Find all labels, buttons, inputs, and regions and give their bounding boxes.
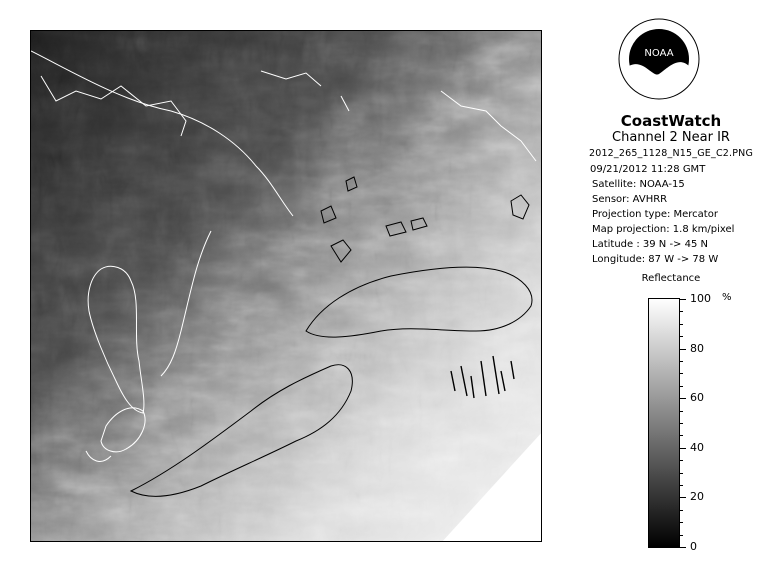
colorbar-minor-tick — [680, 510, 683, 511]
colorbar-tick — [680, 547, 686, 548]
colorbar-minor-tick — [680, 423, 683, 424]
colorbar-minor-tick — [680, 435, 683, 436]
colorbar-tick-label: 0 — [690, 540, 697, 553]
colorbar-minor-tick — [680, 324, 683, 325]
satellite-label: Satellite: NOAA-15 — [592, 179, 685, 190]
colorbar-minor-tick — [680, 460, 683, 461]
colorbar-minor-tick — [680, 361, 683, 362]
colorbar-minor-tick — [680, 535, 683, 536]
colorbar-minor-tick — [680, 311, 683, 312]
filename-label: 2012_265_1128_N15_GE_C2.PNG — [588, 148, 754, 159]
colorbar-tick-label: 80 — [690, 341, 704, 355]
map-projection-label: Map projection: 1.8 km/pixel — [592, 224, 735, 235]
brand-title: CoastWatch — [620, 112, 722, 130]
logo-text: NOAA — [644, 48, 674, 59]
satellite-image-svg — [31, 31, 542, 542]
colorbar-tick — [680, 448, 686, 449]
legend-title: Reflectance — [641, 273, 701, 284]
channel-label: Channel 2 Near IR — [612, 130, 730, 145]
latitude-label: Latitude : 39 N -> 45 N — [592, 239, 708, 250]
colorbar-tick-label: 40 — [690, 440, 704, 454]
colorbar-minor-tick — [680, 522, 683, 523]
colorbar-tick-label: 60 — [690, 391, 704, 405]
colorbar-tick — [680, 349, 686, 350]
colorbar-minor-tick — [680, 386, 683, 387]
colorbar-tick-label: 20 — [690, 490, 704, 504]
colorbar-minor-tick — [680, 336, 683, 337]
colorbar-minor-tick — [680, 473, 683, 474]
colorbar-minor-tick — [680, 485, 683, 486]
projection-type-label: Projection type: Mercator — [592, 209, 718, 220]
colorbar-minor-tick — [680, 373, 683, 374]
legend-unit: % — [722, 292, 732, 303]
longitude-label: Longitude: 87 W -> 78 W — [592, 254, 719, 265]
reflectance-colorbar — [648, 298, 680, 548]
datetime-label: 09/21/2012 11:28 GMT — [590, 164, 706, 175]
colorbar-tick — [680, 299, 686, 300]
colorbar-tick-label: 100 — [690, 292, 711, 305]
noaa-logo — [618, 18, 700, 100]
sensor-label: Sensor: AVHRR — [592, 194, 668, 205]
satellite-image — [30, 30, 542, 542]
colorbar-minor-tick — [680, 411, 683, 412]
colorbar-tick — [680, 398, 686, 399]
colorbar-tick — [680, 497, 686, 498]
